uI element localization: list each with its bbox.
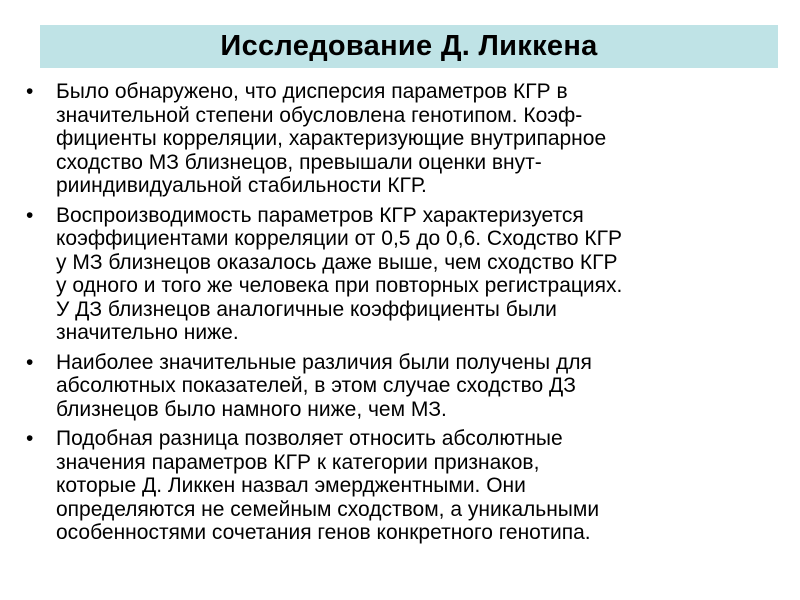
bullet-line: особенностями сочетания генов конкретного генотипа. — [56, 521, 591, 544]
bullet-line: значительной степени обусловлена генотипом. Коэф- — [56, 103, 583, 127]
bullet-item-2 — [22, 204, 782, 345]
bullet-item-4 — [22, 427, 782, 545]
bullet-icon: • — [26, 427, 34, 450]
bullet-line: сходство МЗ близнецов, превышали оценки внут- — [56, 150, 542, 174]
bullet-line: Было обнаружено, что дисперсия параметров КГР в — [56, 80, 568, 103]
bullet-line: Воспроизводимость параметров КГР характеризуется — [56, 203, 584, 227]
bullet-line: Наиболее значительные различия были получены для — [56, 350, 592, 374]
bullet-list — [22, 80, 782, 551]
bullet-icon: • — [26, 80, 34, 103]
bullet-icon: • — [26, 203, 34, 227]
bullet-line: определяются не семейным сходством, а уникальными — [56, 497, 600, 521]
title-bar — [40, 25, 778, 68]
bullet-line: коэффициентами корреляции от 0,5 до 0,6. Сходство КГР — [56, 227, 622, 250]
bullet-item-3 — [22, 351, 782, 422]
bullet-line: значительно ниже. — [56, 321, 239, 344]
slide-title: Исследование Д. Ликкена — [220, 30, 598, 62]
bullet-line: рииндивидуальной стабильности КГР. — [56, 174, 427, 197]
bullet-line: У ДЗ близнецов аналогичные коэффициенты были — [56, 297, 557, 321]
bullet-item-1 — [22, 80, 782, 198]
bullet-line: значения параметров КГР к категории признаков, — [56, 450, 540, 474]
bullet-line: близнецов было намного ниже, чем МЗ. — [56, 397, 447, 421]
bullet-line: Подобная разница позволяет относить абсолютные — [56, 427, 563, 450]
bullet-line: которые Д. Ликкен назвал эмерджентными. Они — [56, 474, 526, 497]
bullet-line: у МЗ близнецов оказалось даже выше, чем сходство КГР — [56, 250, 618, 274]
bullet-line: абсолютных показателей, в этом случае сходство ДЗ — [56, 374, 576, 397]
bullet-line: у одного и того же человека при повторных регистрациях. — [56, 274, 623, 297]
bullet-icon: • — [26, 350, 34, 374]
bullet-line: фициенты корреляции, характеризующие внутрипарное — [56, 127, 607, 150]
